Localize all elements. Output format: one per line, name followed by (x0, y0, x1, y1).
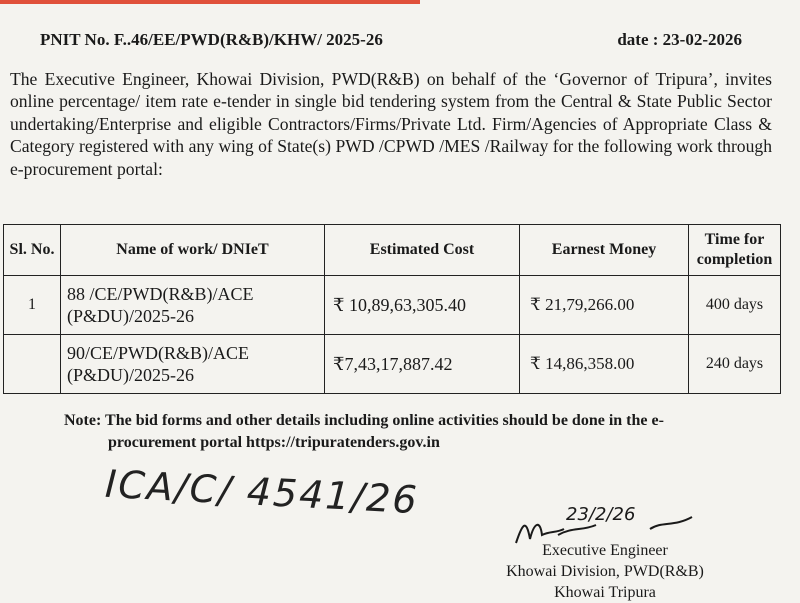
row-earnest-money: ₹ 14,86,358.00 (520, 335, 689, 394)
table-row (4, 276, 781, 335)
col-sl-no: Sl. No. (4, 225, 61, 276)
col-earnest-money: Earnest Money (520, 225, 689, 276)
row-time: 240 days (689, 335, 781, 394)
row-sl: 1 (4, 276, 61, 335)
col-name-of-work: Name of work/ DNIeT (61, 225, 325, 276)
notice-date: date : 23-02-2026 (617, 30, 742, 49)
intro-paragraph: The Executive Engineer, Khowai Division, PWD(R&B) on behalf of the ‘Governor of Tripura’, invites online percentage/ item rate e-tender in single bid tendering system from the Central & State Public Sector undertaking/Enterprise and eligible Contractors/Firms/Private Ltd. Firm/Agencies of Appropriate Class & Category registered with any wing of State(s) PWD /CPWD /MES /Railway for the following work through e-procurement portal: (10, 69, 772, 179)
signatory-block (480, 540, 730, 603)
col-time-for-completion: Time for completion (689, 225, 781, 276)
signatory-designation: Executive Engineer (542, 542, 668, 559)
row-time: 400 days (689, 276, 781, 335)
notice-reference: PNIT No. F..46/EE/PWD(R&B)/KHW/ 2025-26 (40, 30, 383, 49)
row-name: 88 /CE/PWD(R&B)/ACE (P&DU)/2025-26 (61, 276, 325, 335)
note-line-2: procurement portal https://tripuratenders.gov.in (108, 434, 440, 451)
row-cost: ₹ 10,89,63,305.40 (325, 276, 520, 335)
row-name: 90/CE/PWD(R&B)/ACE (P&DU)/2025-26 (61, 335, 325, 394)
signatory-division: Khowai Division, PWD(R&B) (506, 563, 704, 580)
top-accent-bar (0, 0, 420, 4)
tender-table (3, 224, 781, 394)
note (64, 410, 784, 454)
signature-date: 23/2/26 (566, 504, 636, 525)
row-sl (4, 335, 61, 394)
table-header-row (4, 225, 781, 276)
handwritten-reference: ICA/C/ 4541/26 (104, 461, 420, 523)
table-row (4, 335, 781, 394)
header (40, 30, 742, 50)
signatory-place: Khowai Tripura (554, 584, 656, 601)
col-estimated-cost: Estimated Cost (325, 225, 520, 276)
row-cost: ₹7,43,17,887.42 (325, 335, 520, 394)
row-earnest-money: ₹ 21,79,266.00 (520, 276, 689, 335)
note-line-1: Note: The bid forms and other details including online activities should be done in the e- (64, 412, 664, 429)
